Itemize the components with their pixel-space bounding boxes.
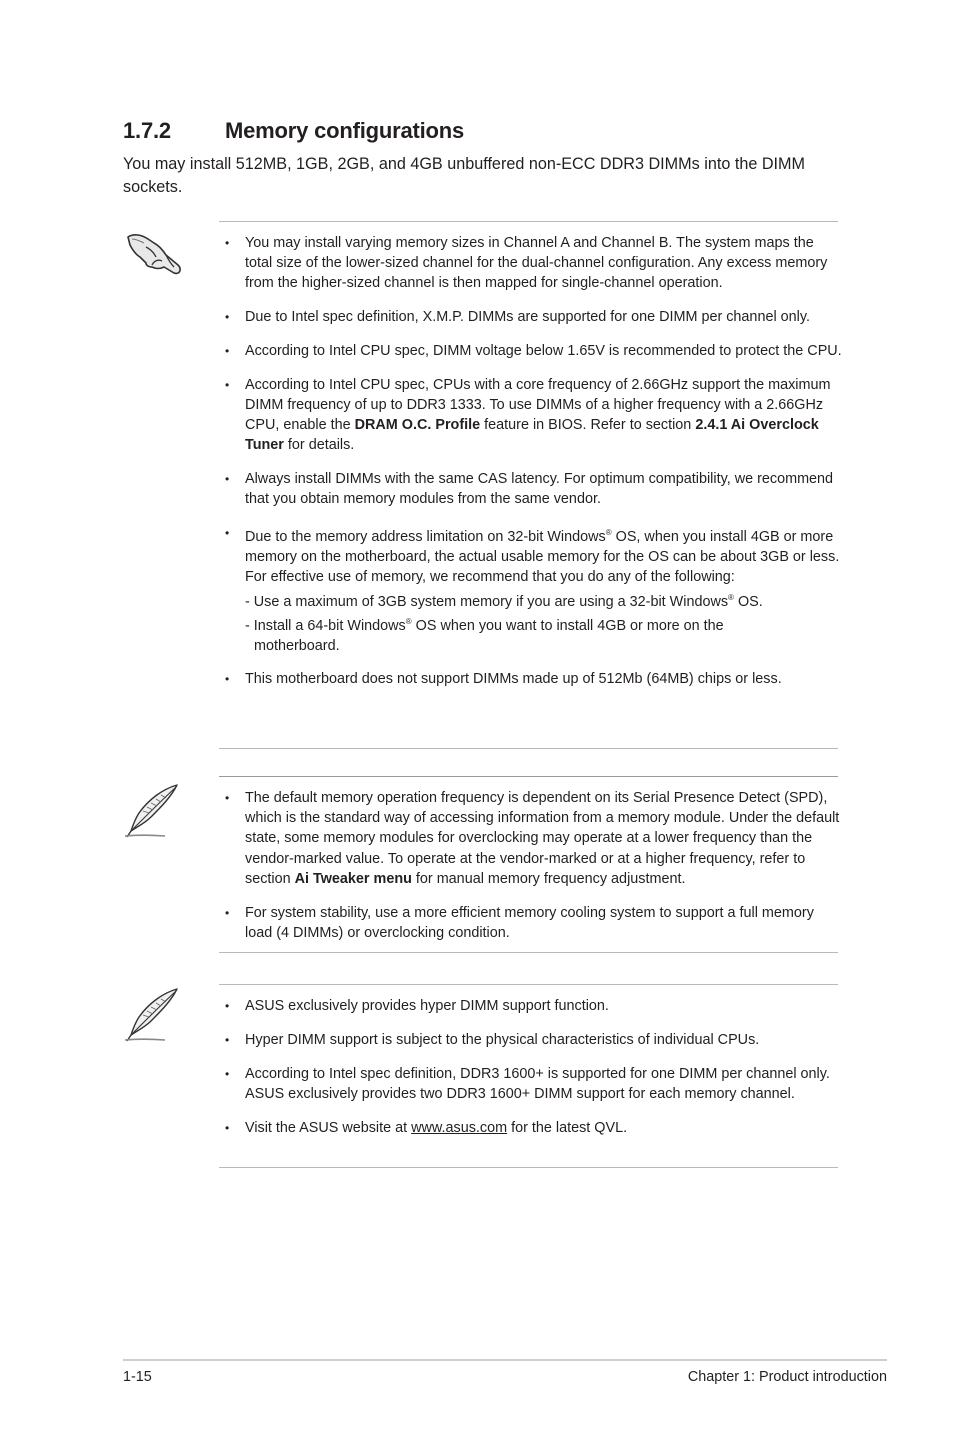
note-box	[219, 776, 838, 953]
list-item: • For system stability, use a more efficient memory cooling system to support a full memory load (4 DIMMs) or overclocking condition.	[225, 903, 842, 943]
important-box	[219, 221, 842, 749]
footer-divider	[123, 1359, 887, 1361]
note-list	[225, 996, 842, 1151]
sub-item: - Install a 64-bit Windows® OS when you want to install 4GB or more on the	[245, 616, 724, 634]
list-item: • According to Intel CPU spec, DIMM voltage below 1.65V is recommended to protect the CPU.	[225, 341, 842, 361]
list-item: • You may install varying memory sizes in Channel A and Channel B. The system maps the total size of the lower-sized channel for the dual-channel configuration. Any excess memory from the higher-sized channel is then mapped for single-channel operation.	[225, 233, 842, 294]
list-item: • Visit the ASUS website at www.asus.com for the latest QVL.	[225, 1118, 842, 1138]
section-title: Memory configurations	[225, 118, 465, 143]
ai-tweaker-menu-ref: Ai Tweaker menu	[294, 870, 412, 887]
sub-item: - Use a maximum of 3GB system memory if you are using a 32-bit Windows® OS.	[245, 592, 763, 610]
list-item: • Hyper DIMM support is subject to the physical characteristics of individual CPUs.	[225, 1030, 842, 1050]
intro-paragraph: You may install 512MB, 1GB, 2GB, and 4GB unbuffered non-ECC DDR3 DIMMs into the DIMM sockets.	[123, 155, 805, 196]
note-list	[225, 788, 842, 957]
quill-pen-icon	[123, 987, 183, 1043]
chapter-title: Chapter 1: Product introduction	[687, 1369, 887, 1385]
list-item: • Due to Intel spec definition, X.M.P. DIMMs are supported for one DIMM per channel only.	[225, 307, 842, 327]
asus-website-link[interactable]: www.asus.com	[411, 1119, 508, 1136]
list-item: • According to Intel CPU spec, CPUs with a core frequency of 2.66GHz support the maximum DIMM frequency of up to DDR3 1333. To use DIMMs of a higher frequency with a 2.66GHz CPU, enable the DRAM O.C. Profile feature in BIOS. Refer to section 2.4.1 Ai Overclock Tuner for details.	[225, 375, 842, 456]
quill-pen-icon	[123, 783, 183, 839]
section-number: 1.7.2	[123, 118, 171, 143]
note-box	[219, 984, 838, 1168]
important-list	[225, 233, 842, 703]
list-item: • Due to the memory address limitation on 32-bit Windows® OS, when you install 4GB or more memory on the motherboard, the actual usable memory for the OS can be about 3GB or less. For effective use of memory, we recommend that you do any of the following: - Use a maximum of 3GB system memory if you are using a 32-bit Windows® OS. - Install a 64-bit Windows® OS when you want to install 4GB or more on the motherboard.	[225, 523, 842, 656]
hand-pointer-icon	[124, 227, 184, 275]
list-item: • The default memory operation frequency is dependent on its Serial Presence Detect (SPD), which is the standard way of accessing information from a memory module. Under the default state, some memory modules for overclocking may operate at a lower frequency than the vendor-marked value. To operate at the vendor-marked or at a higher frequency, refer to section Ai Tweaker menu for manual memory frequency adjustment.	[225, 788, 842, 889]
list-item: • ASUS exclusively provides hyper DIMM support function.	[225, 996, 842, 1016]
list-item: • This motherboard does not support DIMMs made up of 512Mb (64MB) chips or less.	[225, 669, 842, 689]
list-item: • Always install DIMMs with the same CAS latency. For optimum compatibility, we recommend that you obtain memory modules from the same vendor.	[225, 469, 842, 509]
list-item: • According to Intel spec definition, DDR3 1600+ is supported for one DIMM per channel only. ASUS exclusively provides two DDR3 1600+ DIMM support for each memory channel.	[225, 1064, 842, 1104]
dram-oc-profile-term: DRAM O.C. Profile	[354, 417, 481, 434]
ai-overclock-tuner-ref: 2.4.1 Ai Overclock Tuner	[245, 417, 819, 454]
page-number: 1-15	[123, 1369, 152, 1385]
section-heading	[123, 118, 464, 144]
